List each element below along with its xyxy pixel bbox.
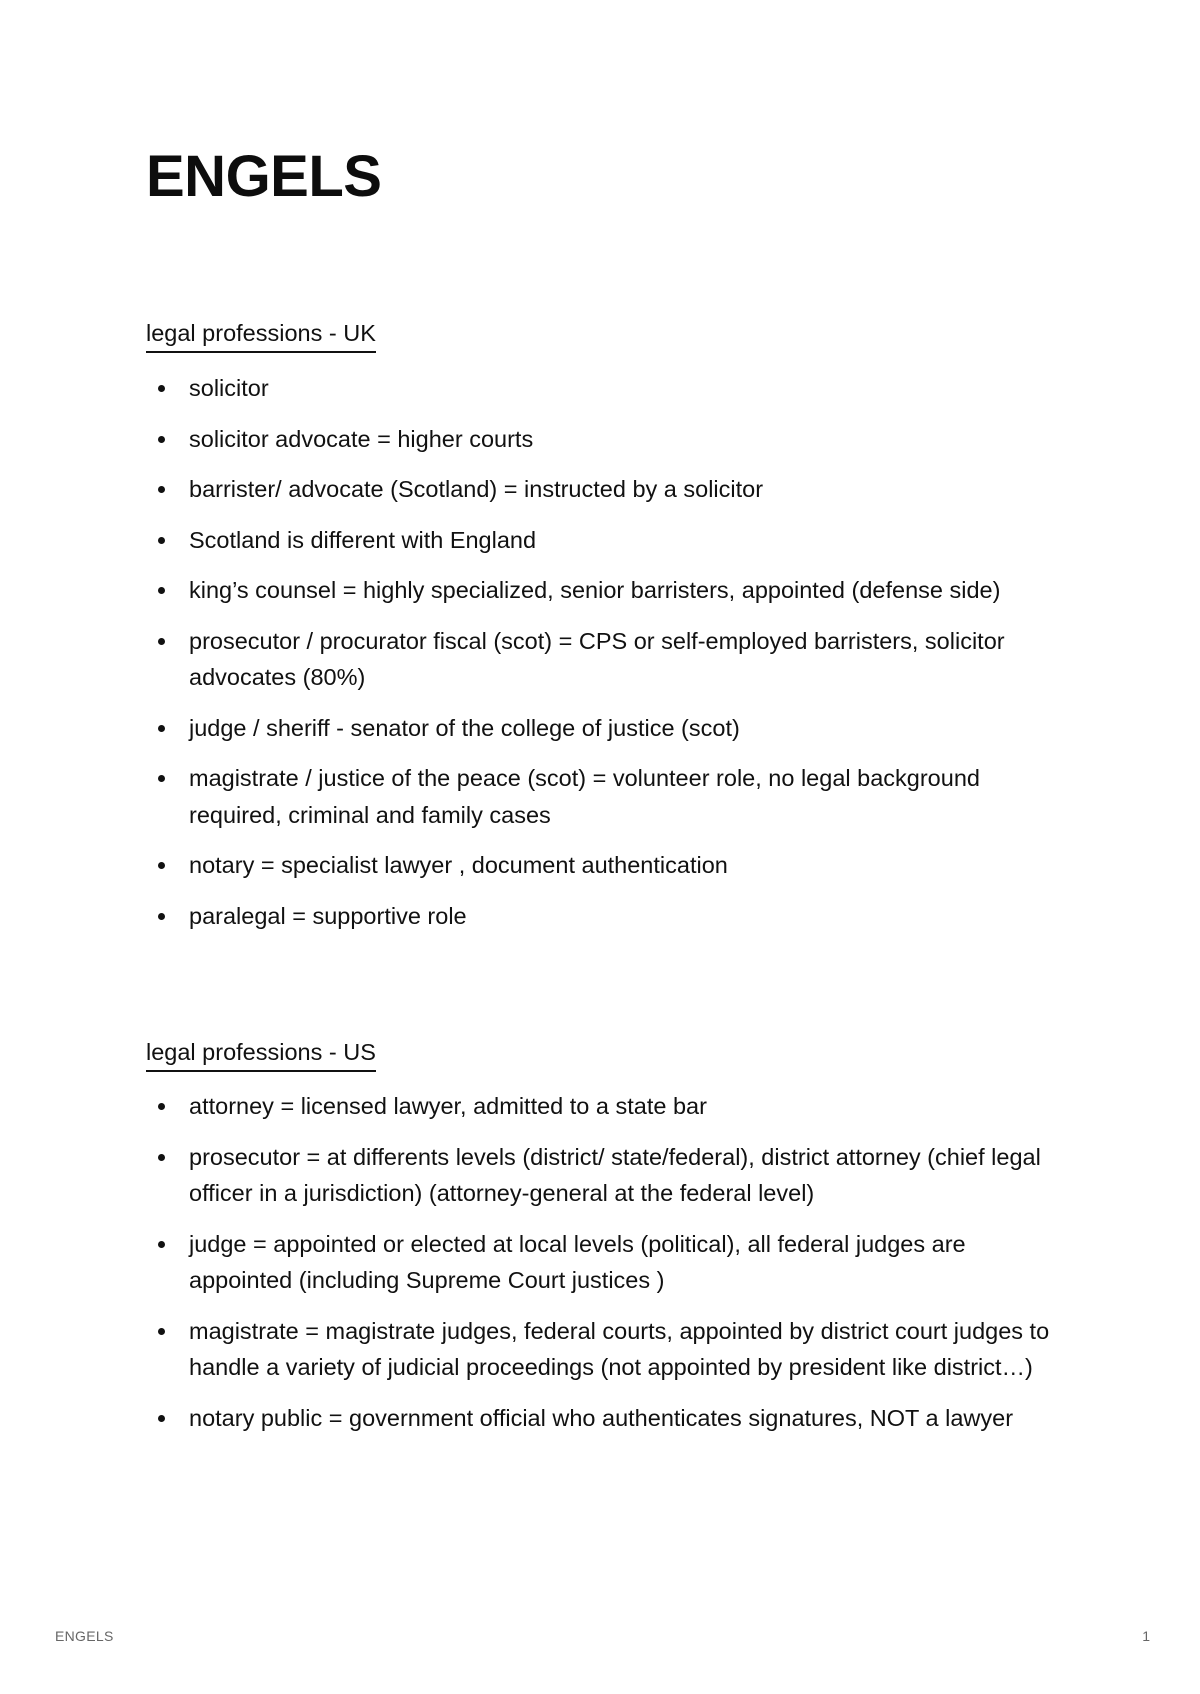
bullet-icon <box>158 436 165 443</box>
bullet-list-uk <box>146 370 1066 948</box>
section-heading-uk: legal professions - UK <box>146 318 376 353</box>
list-item <box>146 898 1066 935</box>
bullet-icon <box>158 1103 165 1110</box>
list-item <box>146 421 1066 458</box>
list-item-text: judge / sheriff - senator of the college of justice (scot) <box>189 714 740 741</box>
footer-document-label: ENGELS <box>55 1628 114 1644</box>
list-item-text: judge = appointed or elected at local levels (political), all federal judges are appointed (including Supreme Court justices ) <box>189 1230 966 1293</box>
list-item <box>146 1400 1066 1437</box>
list-item <box>146 471 1066 508</box>
bullet-icon <box>158 1415 165 1422</box>
list-item-text: Scotland is different with England <box>189 526 537 553</box>
list-item <box>146 847 1066 884</box>
bullet-icon <box>158 725 165 732</box>
list-item-text: prosecutor = at differents levels (district/ state/federal), district attorney (chief legal officer in a jurisdiction) (attorney-general at the federal level) <box>189 1143 1041 1206</box>
list-item-text: magistrate / justice of the peace (scot) = volunteer role, no legal background required, criminal and family cases <box>189 765 980 828</box>
bullet-icon <box>158 1154 165 1161</box>
list-item <box>146 370 1066 407</box>
list-item <box>146 710 1066 747</box>
list-item <box>146 1226 1066 1299</box>
list-item <box>146 1313 1066 1386</box>
list-item <box>146 522 1066 559</box>
bullet-icon <box>158 913 165 920</box>
bullet-icon <box>158 862 165 869</box>
bullet-list-us <box>146 1088 1066 1450</box>
list-item-text: king’s counsel = highly specialized, senior barristers, appointed (defense side) <box>189 577 1001 603</box>
list-item <box>146 572 1066 609</box>
list-item-text: barrister/ advocate (Scotland) = instructed by a solicitor <box>189 476 764 502</box>
list-item-text: attorney = licensed lawyer, admitted to a state bar <box>189 1093 707 1119</box>
list-item <box>146 623 1066 696</box>
list-item <box>146 1088 1066 1125</box>
list-item-text: solicitor advocate = higher courts <box>189 425 534 452</box>
page-title: ENGELS <box>146 144 382 209</box>
bullet-icon <box>158 537 165 544</box>
footer-page-number: 1 <box>1142 1628 1150 1644</box>
bullet-icon <box>158 775 165 782</box>
section-heading-us: legal professions - US <box>146 1037 376 1072</box>
list-item <box>146 1139 1066 1212</box>
bullet-icon <box>158 486 165 493</box>
list-item <box>146 760 1066 833</box>
list-item-text: notary = specialist lawyer , document authentication <box>189 852 728 878</box>
list-item-text: magistrate = magistrate judges, federal courts, appointed by district court judges to handle a variety of judicial proceedings (not appointed by president like district…) <box>189 1317 1050 1380</box>
list-item-text: notary public = government official who authenticates signatures, NOT a lawyer <box>189 1404 1014 1431</box>
list-item-text: solicitor <box>189 375 269 401</box>
list-item-text: prosecutor / procurator fiscal (scot) = CPS or self-employed barristers, solicitor advocates (80%) <box>189 627 1005 690</box>
bullet-icon <box>158 587 165 594</box>
bullet-icon <box>158 1328 165 1335</box>
bullet-icon <box>158 1241 165 1248</box>
bullet-icon <box>158 638 165 645</box>
bullet-icon <box>158 385 165 392</box>
list-item-text: paralegal = supportive role <box>189 902 467 929</box>
